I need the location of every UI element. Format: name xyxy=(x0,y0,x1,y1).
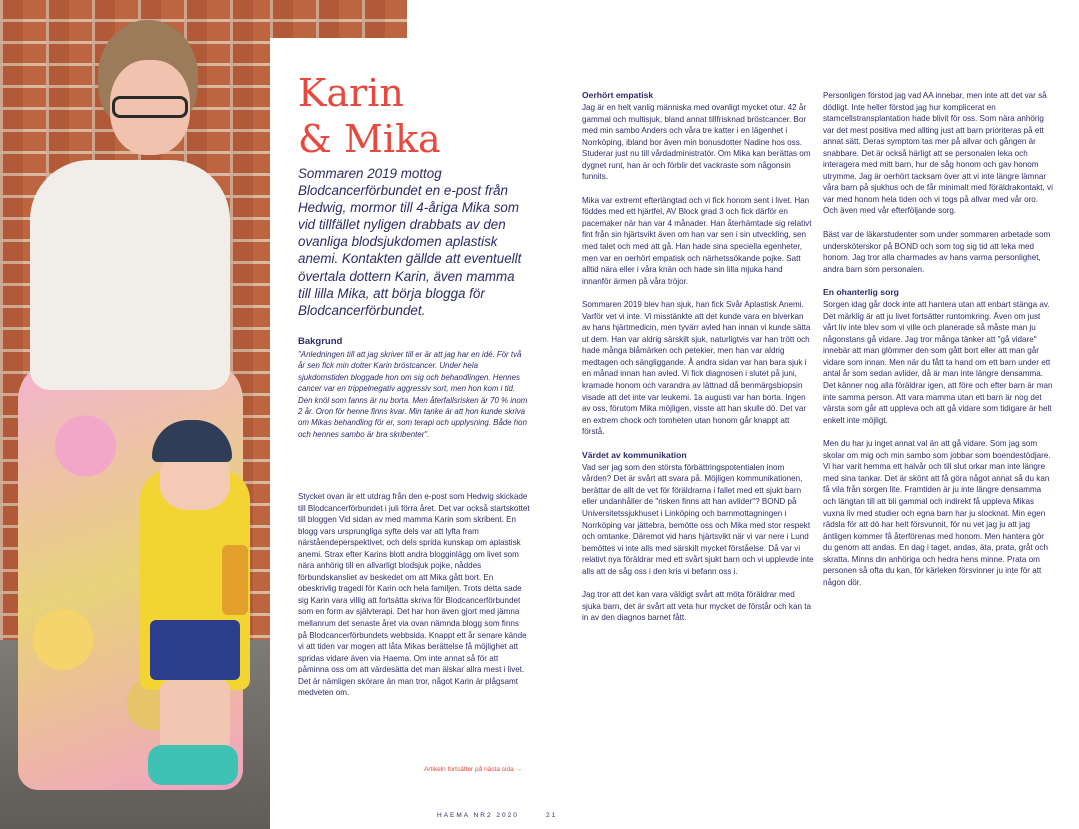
glasses xyxy=(112,96,188,118)
child-shorts xyxy=(150,620,240,680)
page-number: 21 xyxy=(546,812,558,819)
column-3 xyxy=(823,90,1055,600)
background-quote: "Anledningen till att jag skriver till er är att jag har en idé. För två år sen fick min dotter Karin bröstcancer. Under hela sjukdomstiden bloggade hon om sig och behandlingen. Hennes cancer var en trippelnegativ aggressiv sort, men hon kom i tid. Den knöl som fanns är nu borta. Men återfallsrisken är 70 % inom 2 år. Oron för henne finns kvar. Min tanke är att hon kunde skriva om Mikas behandling för er, som terapi och upplysning. Både hon och hennes sambo är bra skribenter". xyxy=(298,350,528,439)
paragraph: Jag tror att det kan vara väldigt svårt att möta föräldrar med sjuka barn, det är svårt att veta hur mycket de förstår och kan ta in av den diagnos barnet fått. xyxy=(582,590,811,623)
title-line-1: Karin xyxy=(298,71,404,115)
soda-bottle xyxy=(222,545,248,615)
journal-name: HAEMA NR2 2020 xyxy=(437,812,519,819)
continue-note: Artikeln fortsätter på nästa sida → xyxy=(424,766,522,773)
cover-photo-top xyxy=(270,0,407,38)
article-title xyxy=(298,70,441,162)
child-shoes xyxy=(148,745,238,785)
background-body: Stycket ovan är ett utdrag från den e-post som Hedwig skickade till Blodcancerförbundet i juli förra året. Det var också startskottet till bloggen Vid sidan av med mamma Karin som skribent. En blogg vars ursprungliga syfte dels var att lyfta fram närståendeperspektivet, och dels sprida kunskap om aplastisk anemi. Strax efter Karins blott andra blogginlägg om livet som nära anhörig till en allvarligt blodsjuk pojke, nåddes förbundskansliet av beskedet om att Mika gått bort. En obeskrivlig tragedi för Karin och hela familjen. Trots detta sade sig Karin vara villig att fortsätta skriva för Blodcancerförbundet som en form av självterapi. Det har hon även gjort med jämna mellanrum det senaste året via ovan nämnda blogg som finns på Blodcancerförbundets webbsida. Knappt ett år senare kände vi att tiden var mogen att låta Mikas berättelse få möjlighet att spridas vidare även via Haema. Om inte annat så för att påminna oss om att värdesätta det man älskar allra mest i livet. Det är nämligen skörare än man tror, något Karin är plågsamt medveten om. xyxy=(298,492,530,698)
title-line-2: & Mika xyxy=(298,117,441,161)
column-2 xyxy=(582,90,814,636)
background-heading: Bakgrund xyxy=(298,336,343,347)
article-intro: Sommaren 2019 mottog Blodcancerförbundet en e-post från Hedwig, mormor till 4-åriga Mika som vid tillfället nyligen drabbats av den ovanliga blodsjukdomen aplastisk anemi. Kontakten gällde att eventuellt övertala dottern Karin, även mamma till lilla Mika, att börja blogga för Blodcancerförbundet. xyxy=(298,166,522,318)
paragraph: Mika var extremt efterlängtad och vi fick honom sent i livet. Han föddes med ett hjärtfel, AV Block grad 3 och fick därför en pacemaker när han var 4 månader. Han återhämtade sig relativt fint från sin hjärtsvikt även om han var sen i sin utveckling, sen med talet och med att gå. Han hade sina speciella egenheter, men var en oerhört empatisk och närhetssökande pojke. Satt alltid nära eller i våra knän och hade sin lilla mjuka hand innanför ärmen på våra tröjor. xyxy=(582,195,812,286)
cover-photo xyxy=(0,0,270,829)
paragraph: Men du har ju inget annat val än att gå vidare. Som jag som skolar om mig och min sambo som jobbar som boendestödjare. Vi har varit hemma ett halvår och till slut orkar man inte längre med sina tankar. Det är skönt att få göra något annat så du kan få vila från sorgen lite. Framtiden är ju inte längre densamma och längtan till att bli gammal och indirekt få uppleva Mikas vuxna liv med studier och egna barn har ju slocknat. Min egen rädsla för att dö har helt försvunnit, för nu vet jag ju att jag äntligen kommer få återförenas med honom. Men hantera gör du genom att andas. En dag i taget, andas, äta, prata, gråt och skratta. Minns din anhöriga och hedra hens minne. Prata om personen så ofta du kan, för kärleken försvinner ju inte för att någon dör. xyxy=(823,439,1051,587)
section-heading-kommunikation: Värdet av kommunikation xyxy=(582,449,687,460)
child-legs xyxy=(160,680,230,750)
paragraph: Jag är en helt vanlig människa med ovanligt mycket otur. 42 år gammal och multisjuk, bland annat tillfrisknad bröstcancer. Bor med min sambo Anders och våra tre katter i en lägenhet i Norrköping, ibland bor även min bonusdotter Nadine hos oss. Studerar just nu till vårdadministratör. Om Mika kan berättas om dygnet runt, han är och förblir det vackraste som någonsin funnits. xyxy=(582,103,811,182)
section-heading-sorg: En ohanterlig sorg xyxy=(823,287,899,298)
mother-shirt xyxy=(30,160,230,390)
paragraph: Bäst var de läkarstudenter som under sommaren arbetade som undersköterskor på BOND och som tog sig tid att leka med honom. Jag tror alla charmades av hans varma personlighet, andra barn som personalen. xyxy=(823,230,1051,274)
page-footer xyxy=(0,812,1079,824)
paragraph: Personligen förstod jag vad AA innebar, men inte att det var så dödligt. Inte heller förstod jag hur komplicerat en stamcellstransplantation hade blivit för oss. Som nära anhörig var det mest positiva med allting just att barn prioriteras på ett annat sätt. Deras symptom tas mer på allvar och gången är snabbare. Det är också härligt att se personalen leka och interagera med mitt barn, hur de såg honom och gav honom utrymme. Jag är oerhört tacksam över att vi inte längre lämnar våra barn på sjukhus och de får minimalt med föräldrakontakt, vi var med honom hela tiden och vi togs på allvar med vår oro. Och även med vår efterföljande sorg. xyxy=(823,91,1053,216)
paragraph: Vad ser jag som den största förbättringspotentialen inom vården? Det är svårt att svara på. Möjligen kommunikationen, berättar de allt de vet för föräldrarna i fallet med ett sjukt barn eller undanhåller de "risken finns att han avlider"? BOND på Universitetssjukhuset i Linköping och barnmottagningen i Norrköping var jättebra, bemötte oss och Mika med stor respekt och omtanke. Däremot vid hans hjärtsvikt när vi var nere i Lund bemöttes vi inte alls med särskilt mycket förståelse. Då var vi relativt nya föräldrar med ett svårt sjukt barn och vi upplevde inte alls att de såg oss i den kris vi befann oss i. xyxy=(582,462,814,576)
paragraph: Sommaren 2019 blev han sjuk, han fick Svår Aplastisk Anemi. Varför vet vi inte. Vi misstänkte att det kunde vara en biverkan av hans hjärtmedicin, men tyvärr avled han innan vi kunde sätta ut dem. Han var aldrig särskilt sjuk, naturligtvis var han trött och hade många blåmärken och petekier, men han var aldrig medtagen och sängliggande. Å andra sidan var han bara sjuk i en månad innan han avled. Vi fick diagnosen i slutet på juni, kramade honom och varandra av lättnad då benmärgsbiopsin visade att det inte var leukemi. 1a augusti var han borta. Ingen av oss, förutom Mika möjligen, visste att han skulle dö. Det var en extrem chock och tomheten utan honom går knappt att förstå. xyxy=(582,300,811,437)
section-heading-empatisk: Oerhört empatisk xyxy=(582,90,654,100)
paragraph: Sorgen idag går dock inte att hantera utan att enbart stänga av. Det märklig är att ju livet fortsätter runtomkring. Även om just vårt liv inte blev som vi ville och planerade så måste man ju någonstans gå vidare. Jag tror många tänker att "gå vidare" innebär att man glömmer den som gått bort eller att man går vidare som innan. Men när du fått ta hand om ett barn under ett antal år som sedan avlider, då är man inte längre densamma. Det känner nog alla föräldrar igen, att före och efter barn är man inte samma person. Att vara mamma utan ett barn är nog det värsta som går att uppleva och att gå vidare som tidigare är helt enkelt inte möjligt. xyxy=(823,300,1053,425)
